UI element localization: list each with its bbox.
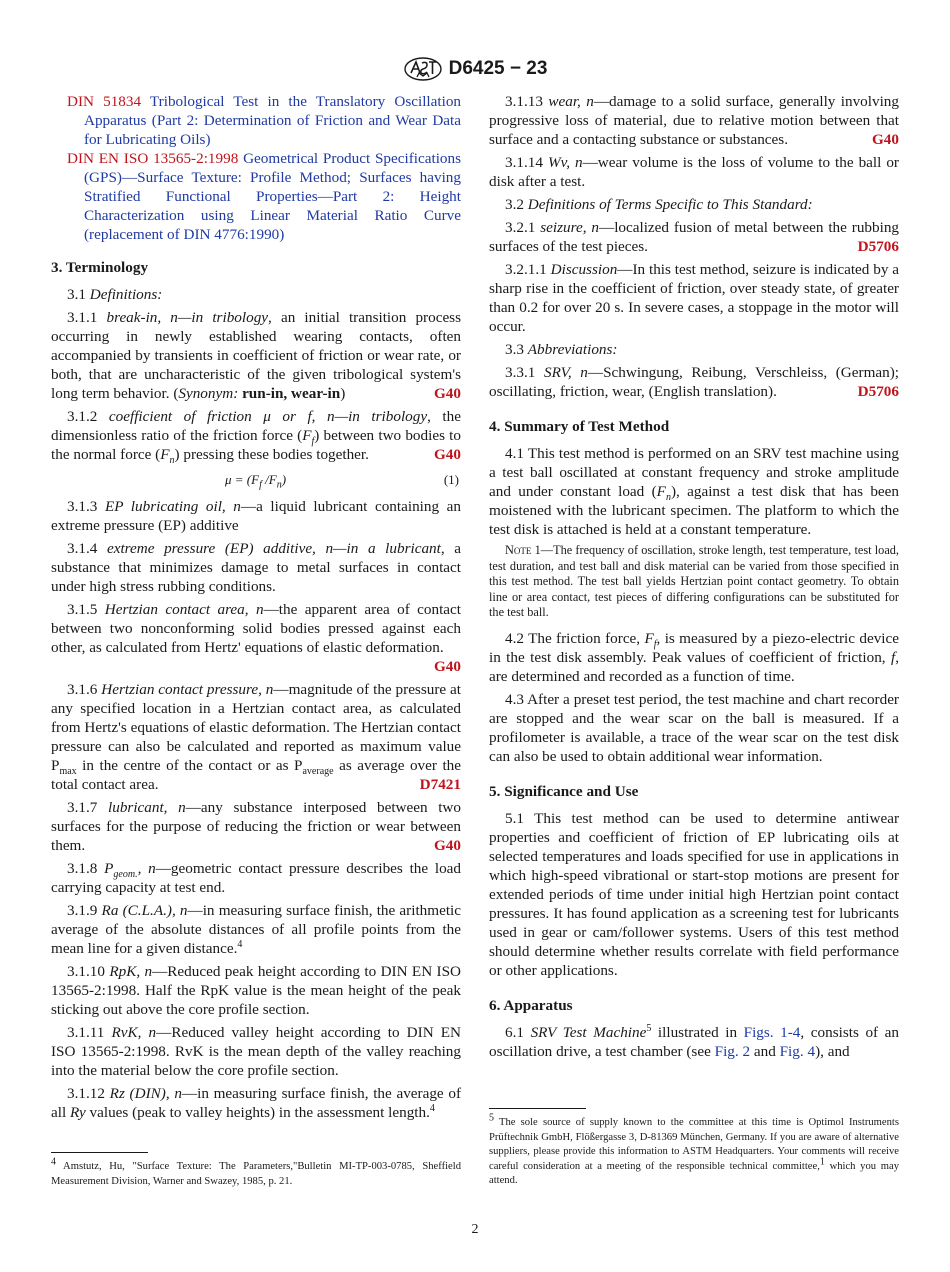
paragraph-3-1-3: 3.1.3 EP lubricating oil, n—a liquid lubricant containing an extreme pressure (EP) additive bbox=[51, 498, 461, 534]
paragraph-3-1-10: 3.1.10 RpK, n—Reduced peak height according to DIN EN ISO 13565-2:1998. Half the RpK value is the mean height of the peak sticking out above the core profile section. bbox=[51, 963, 462, 1018]
paragraph-3-1: 3.1 Definitions: bbox=[67, 286, 163, 303]
paragraph-3-2-1: 3.2.1 seizure, n—localized fusion of metal between the rubbing surfaces of the test pieces. D5706 bbox=[489, 219, 900, 255]
figure-link[interactable]: Fig. 4 bbox=[779, 1042, 816, 1060]
footnote-5: 5 The sole source of supply known to the committee at this time is Optimol Instruments Prüftechnik GmbH, Flößergasse 3, D-81369 München, Germany. If you are aware of alternative suppliers, please provide this information to ASTM Headquarters. Your comments will receive careful consideration at a meeting of the responsible technical committee,1 which you may attend. bbox=[489, 1112, 899, 1187]
paragraph-3-2-1-1: 3.2.1.1 Discussion—In this test method, seizure is indicated by a sharp rise in the coefficient of friction, over steady state, of greater than 0.2 for over 20 s. In severe cases, a stoppage in the motor will occur. bbox=[489, 261, 900, 335]
note-1: Note 1—The frequency of oscillation, stroke length, test temperature, test load, test duration, and test ball and disk material can be varied from those specified in this test method. The test ball yields Hertzian point contact geometry. To obtain line or area contact, test pieces of differing configurations can be substituted for the test ball. bbox=[489, 543, 899, 620]
citation-link[interactable]: D7421 bbox=[419, 776, 461, 793]
citation-link[interactable]: D5706 bbox=[857, 238, 899, 255]
reference-din-51834 bbox=[67, 92, 461, 149]
section-heading-terminology: 3. Terminology bbox=[51, 259, 149, 276]
reference-title[interactable]: Geometrical Product Specifications (GPS)—Surface Texture: Profile Method; Surfaces having Stratified Functional Properties—Part 2: Height Characterization using Linear Material Ratio Curve (replacement of DIN 4776:1990) bbox=[84, 150, 462, 243]
footnote-ref[interactable]: 5 bbox=[646, 1022, 652, 1034]
citation-link[interactable]: G40 bbox=[433, 658, 461, 675]
document-designation: D6425 − 23 bbox=[448, 58, 548, 79]
footnote-ref[interactable]: 4 bbox=[429, 1102, 435, 1114]
reference-code[interactable]: DIN 51834 bbox=[67, 93, 142, 110]
citation-link[interactable]: D5706 bbox=[857, 383, 899, 400]
citation-link[interactable]: G40 bbox=[433, 837, 461, 854]
equation-1: $\mu = (F_f$ $/F_n$) (1) bbox=[225, 472, 459, 491]
right-column bbox=[489, 92, 899, 1065]
paragraph-3-1-8: 3.1.8 $P_{geom.}$, n—geometric contact pressure describes the load carrying capacity at test end. bbox=[51, 860, 462, 896]
paragraph-3-1-14: 3.1.14 Wv, n—wear volume is the loss of volume to the ball or disk after a test. bbox=[489, 154, 899, 190]
paragraph-3-3: 3.3 Abbreviations: bbox=[505, 341, 618, 358]
citation-link[interactable]: G40 bbox=[433, 446, 461, 463]
section-heading-significance: 5. Significance and Use bbox=[489, 782, 639, 800]
footnote-4: 4 Amstutz, Hu, "Surface Texture: The Parameters,"Bulletin MI-TP-003-0785, Sheffield Measurement Division, Warner and Swazey, 1985, p. 21. bbox=[51, 1156, 461, 1187]
footnote-divider bbox=[51, 1152, 148, 1153]
section-heading-summary: 4. Summary of Test Method bbox=[489, 418, 670, 435]
paragraph-3-1-12: 3.1.12 Rz (DIN), n—in measuring surface finish, the average of all Ry values (peak to valley heights) in the assessment length.$^4$ bbox=[51, 1085, 462, 1121]
page-number: 2 bbox=[471, 1222, 479, 1237]
paragraph-3-1-6: 3.1.6 Hertzian contact pressure, n—magnitude of the pressure at any specified location in a Hertzian contact area, as calculated from Hertz's equations of elastic deformation. The Hertzian contact pressure can also be calculated and reported as maximum value $P_{max}$ in the centre of the contact or as $P_{average}$ as average over the total contact area. D7421 bbox=[51, 681, 461, 793]
paragraph-3-1-9: 3.1.9 Ra (C.L.A.), n—in measuring surface finish, the arithmetic average of the absolute distances of all profile points from the mean line for a given distance.$^4$ bbox=[51, 902, 461, 957]
paragraph-3-1-1: 3.1.1 break-in, n—in tribology, an initial transition process occurring in newly established wearing contacts, often accompanied by transients in coefficient of friction or wear rate, or both, that are uncharacteristic of the given tribological system's long term behavior. (Synonym: run-in, wear-in) G40 bbox=[51, 309, 462, 402]
footnote-divider bbox=[489, 1108, 586, 1109]
section-heading-apparatus: 6. Apparatus bbox=[489, 996, 573, 1014]
paragraph-3-1-5: 3.1.5 Hertzian contact area, n—the apparent area of contact between two nonconforming solid bodies pressed against each other, as calculated from Hertz' equations of elastic deformation. G40 bbox=[51, 601, 462, 675]
left-column bbox=[51, 92, 461, 1126]
reference-code[interactable]: DIN EN ISO 13565-2:1998 bbox=[67, 150, 239, 167]
paragraph-3-1-2: 3.1.2 coefficient of friction μ or f, n—in tribology, the dimensionless ratio of the friction force $(F_f)$ between two bodies to the normal force $(F_n)$ pressing these bodies together. G40 bbox=[51, 408, 461, 467]
figure-link[interactable]: Fig. 2 bbox=[714, 1042, 751, 1060]
paragraph-6-1: 6.1 SRV Test Machine$^5$ illustrated in Figs. 1-4, consists of an oscillation drive, a test chamber (see Fig. 2 and Fig. 4), and bbox=[489, 1022, 899, 1060]
reference-title[interactable]: Tribological Test in the Translatory Oscillation Apparatus (Part 2: Determination of Friction and Wear Data for Lubricating Oils) bbox=[84, 93, 462, 148]
astm-logo-icon bbox=[403, 56, 443, 82]
page-header bbox=[0, 56, 950, 82]
footnote-ref[interactable]: 4 bbox=[237, 938, 243, 950]
paragraph-3-3-1: 3.3.1 SRV, n—Schwingung, Reibung, Verschleiss, (German); oscillating, friction, wear, (English translation). D5706 bbox=[489, 364, 899, 400]
paragraph-5-1: 5.1 This test method can be used to determine antiwear properties and coefficient of friction of EP lubricating oils at selected temperatures and loads specified for use in applications in which high-speed vibrational or start-stop motions are present for extended periods of time under initial high Hertzian point contact pressures. It has found application as a screening test for lubricants used in gear or cam/follower systems. Users of this test method should determine whether results correlate with field performance or other applications. bbox=[489, 809, 899, 979]
paragraph-3-1-13: 3.1.13 wear, n—damage to a solid surface, generally involving progressive loss of material, due to relative motion between that surface and a contacting substance or substances. G40 bbox=[489, 93, 899, 148]
paragraph-4-2: 4.2 The friction force, $F_f$, is measured by a piezo-electric device in the test disk assembly. Peak values of coefficient of friction, f, are determined and recorded as a function of time. bbox=[489, 629, 900, 685]
figure-link[interactable]: Figs. 1-4 bbox=[743, 1023, 801, 1041]
paragraph-4-3: 4.3 After a preset test period, the test machine and chart recorder are stopped and the wear scar on the ball is measured. If a profilometer is available, a trace of the wear scar on the test disk can also be used to obtain additional wear information. bbox=[489, 690, 899, 765]
paragraph-3-1-7: 3.1.7 lubricant, n—any substance interposed between two surfaces for the purpose of reducing the friction or wear between them. G40 bbox=[51, 799, 461, 854]
equation-number: (1) bbox=[443, 472, 459, 487]
paragraph-3-2: 3.2 Definitions of Terms Specific to This Standard: bbox=[505, 196, 813, 213]
paragraph-4-1: 4.1 This test method is performed on an SRV test machine using a test ball oscillated at constant frequency and stroke amplitude and under constant load $(F_n)$, against a test disk that has been moistened with the lubricant specimen. The platform to which the test disk is attached is held at a constant temperature. bbox=[489, 445, 900, 538]
paragraph-3-1-11: 3.1.11 RvK, n—Reduced valley height according to DIN EN ISO 13565-2:1998. RvK is the mean depth of the valley reaching into the material below the core profile section. bbox=[51, 1024, 461, 1079]
paragraph-3-1-4: 3.1.4 extreme pressure (EP) additive, n—in a lubricant, a substance that minimizes damage to metal surfaces in contact under high stress rubbing conditions. bbox=[51, 540, 461, 595]
citation-link[interactable]: G40 bbox=[433, 385, 461, 402]
citation-link[interactable]: G40 bbox=[871, 131, 899, 148]
reference-din-en-iso-13565 bbox=[67, 149, 461, 244]
